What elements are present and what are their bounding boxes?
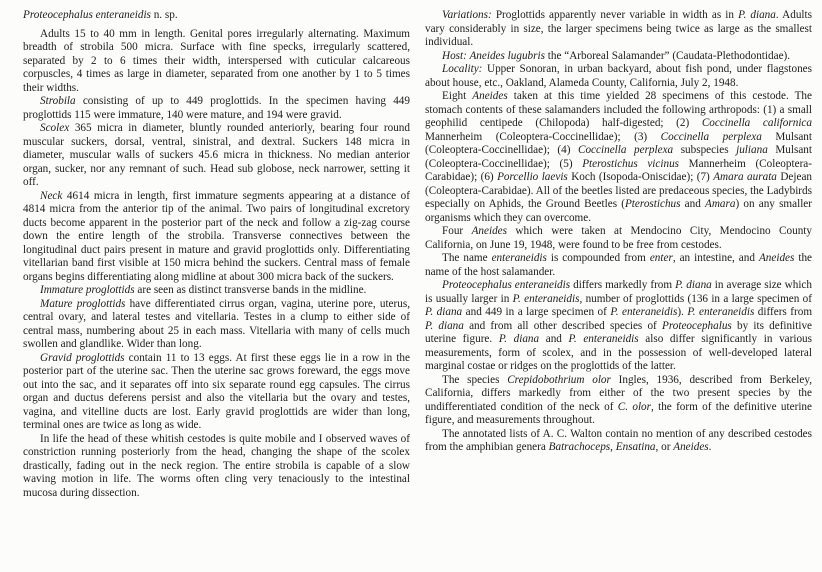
text: Mannerheim (Coleoptera-Coccinellidae); (3) <box>425 130 661 143</box>
italic-text: P. diana <box>738 9 776 21</box>
italic-text: Proteocephalus <box>661 319 732 332</box>
italic-text: P. enteraneidis <box>610 306 678 318</box>
text: the name of the host salamander. <box>425 252 813 278</box>
text: Mulsant (Coleoptera-Coccinellidae); (5) <box>425 144 813 170</box>
paragraph <box>23 284 410 298</box>
left-column <box>23 9 410 572</box>
paragraph <box>425 90 812 225</box>
italic-text: Variations: <box>442 9 492 21</box>
paragraph <box>23 190 410 285</box>
text: In life the head of these whitish cestodes is quite mobile and I observed waves of constriction running posteriorly from the head, changing the shape of the scolex drastically, fading out in the neck region. The entire strobila is capable of a slow waving motion in life. The worms often cling very tenaciously to the intestinal mucosa during dissection. <box>23 432 410 499</box>
text: , or <box>655 441 674 453</box>
italic-text: Aneides <box>758 252 795 264</box>
text: differs markedly from <box>570 279 676 291</box>
text: 365 micra in diameter, bluntly rounded anteriorly, bearing four round muscular suckers, dorsal, ventral, sinistral, and dextral. Suckers 148 micra in diameter, muscular walls of suckers 45.6 micra in thickness. No median anterior organ, sucker, nor any remnant of such. Head sub globose, neck narrower, setting it off. <box>23 122 410 188</box>
text: Ingles, 1936, described from Berkeley, California, differs markedly from either of the two present species by the undifferentiated condition of the neck of <box>425 373 813 413</box>
text: n. sp. <box>150 9 178 21</box>
italic-text: Proteocephalus enteraneidis <box>442 279 571 291</box>
italic-text: C. olor <box>617 400 651 413</box>
text: Koch (Isopoda-Oniscidae); (7) <box>567 171 714 183</box>
text: and <box>539 333 569 345</box>
italic-text: Ensatina <box>615 441 656 453</box>
text: also differ significantly in various measurements, form of scolex, and in the possession of well-developed lateral marginal costae or ridges on the proglottids of the latter. <box>425 333 813 372</box>
text: . Adults vary considerably in size, the larger specimens being twice as large as the smallest individual. <box>425 9 812 48</box>
italic-text: juliana <box>736 144 768 156</box>
text: Upper Sonoran, in urban backyard, about fish pond, under flagstones about house, etc., Oakland, Alameda County, California, July 2, 1948. <box>425 63 812 89</box>
paragraph <box>425 225 812 252</box>
italic-text: P. diana <box>425 306 463 318</box>
text: consisting of up to 449 proglottids. In the specimen having 449 proglottids 115 were immature, 140 were mature, and 194 were gravid. <box>23 95 410 121</box>
paragraph <box>23 298 410 352</box>
text: contain 11 to 13 eggs. At first these eggs lie in a row in the posterior part of the uterine sac. Then the uterine sac grows foreward, the eggs move out into the sac, and it separates off into six separate round egg capsules. The cirrus organ and ductus deferens persist and also the vitellaria but the ovary and testes, vagina, and vitelline ducts are lost. Early gravid proglottids are wider than long, terminal ones are twice as long as wide. <box>23 351 410 431</box>
italic-text: Amara <box>705 198 736 210</box>
paragraph <box>425 279 812 374</box>
text: ) on any smaller organisms which they can overcome. <box>425 198 813 224</box>
paragraph <box>23 352 410 433</box>
italic-text: Coccinella perplexa <box>578 144 674 156</box>
text: Proglottids apparently never variable in width as in <box>491 9 739 21</box>
text: are seen as distinct transverse bands in the midline. <box>134 284 367 296</box>
text: differs from <box>754 306 813 318</box>
italic-text: enteraneidis <box>491 252 547 264</box>
text: Dejean (Coleoptera-Carabidae). All of the beetles listed are predaceous species, the Ladybirds especially on Aphids, the Ground Beetles ( <box>425 171 813 210</box>
text: , <box>610 441 616 453</box>
italic-text: Scolex <box>40 122 70 134</box>
text: 4614 micra in length, first immature segments appearing at a distance of 4814 micra from the anterior tip of the animal. Two pairs of longitudinal excretory ducts become apparent in the posterior part of the neck and follow a zig-zag course down the entire length of the strobila. Transverse connectives between the longitudinal duct pairs present in mature and gravid proglottids only. Differentiating vitellarian band first visible at 150 micra behind the suckers. Central mass of female organs begins differentiating along midline at about 300 micra back of the suckers. <box>23 189 410 283</box>
text: by its definitive uterine figure. <box>425 319 813 345</box>
text: which were taken at Mendocino City, Mendocino County California, on June 19, 1948, were found to be free from cestodes. <box>425 225 813 251</box>
text: and 449 in a large specimen of <box>462 306 611 318</box>
text: The annotated lists of A. C. Walton contain no mention of any described cestodes from the amphibian genera <box>425 427 812 453</box>
text: , an intestine, and <box>672 252 759 264</box>
text: Eight <box>442 90 473 102</box>
italic-text: Coccinella perplexa <box>660 130 762 143</box>
text: is compounded from <box>546 252 650 264</box>
italic-text: Amara aurata <box>713 171 777 183</box>
paragraph <box>23 95 410 122</box>
italic-text: P. diana <box>425 319 464 332</box>
italic-text: Locality: <box>442 63 483 75</box>
text: ). <box>677 306 688 318</box>
italic-text: Strobila <box>40 95 76 107</box>
italic-text: Gravid proglottids <box>40 351 125 364</box>
text: Four <box>442 225 472 237</box>
paragraph <box>23 122 410 190</box>
italic-text: P. enteraneidis <box>687 306 755 318</box>
text: Mannerheim (Coleoptera-Carabidae); (6) <box>425 157 812 183</box>
paragraph <box>425 428 812 455</box>
italic-text: Pterostichus vicinus <box>582 157 680 170</box>
paragraph <box>425 374 812 428</box>
paragraph <box>425 50 812 64</box>
text: Adults 15 to 40 mm in length. Genital pores irregularly alternating. Maximum breadth of strobila 500 micra. Surface with fine specks, irregularly scattered, separated by 2 to 6 times their width, interspersed with cuticular calcareous corpuscles, 4 times as large in diameter, separated from one another by 1 to 5 times their widths. <box>23 27 410 94</box>
paragraph <box>425 9 812 50</box>
paragraph <box>23 28 410 96</box>
italic-text: Immature proglottids <box>40 284 135 296</box>
right-column <box>425 9 812 572</box>
italic-text: P. diana <box>675 279 712 291</box>
italic-text: Porcellio laevis <box>497 171 568 183</box>
italic-text: Crepidobothrium olor <box>507 373 611 386</box>
paragraph <box>23 433 410 501</box>
text: subspecies <box>673 144 737 156</box>
italic-text: Aneides <box>471 225 507 237</box>
italic-text: Proteocephalus enteraneidis <box>23 9 151 21</box>
italic-text: P. enteraneidis <box>512 292 580 305</box>
italic-text: P. enteraneidis <box>568 333 639 345</box>
italic-text: Coccinella californica <box>701 117 812 129</box>
text: , number of proglottids (136 in a large specimen of <box>579 292 812 305</box>
text: the “Arboreal Salamander” (Caudata-Plethodontidae). <box>544 49 791 62</box>
text: . <box>708 441 712 453</box>
italic-text: enter <box>649 252 673 264</box>
text: The species <box>442 373 508 386</box>
text: have differentiated cirrus organ, vagina, uterine pore, uterus, central ovary, and lateral testes and vitellaria. Testes in a clump to either side of central mass, numbering about 25 in each mass. Vitellaria with many of cells much swollen and glandlike. Wider than long. <box>23 297 410 350</box>
paragraph <box>425 63 812 90</box>
italic-text: Host: Aneides lugubris <box>442 49 545 62</box>
species-heading <box>23 9 410 23</box>
italic-text: Aneides <box>673 441 709 453</box>
italic-text: Batrachoceps <box>548 441 611 453</box>
text: Mulsant (Coleoptera-Coccinellidae); (4) <box>425 130 813 156</box>
text: taken at this time yielded 28 specimens of this cestode. The stomach contents of these salamanders included the following arthropods: (1) a small geophilid centipede (Chilopoda) half-digested; (2) <box>425 90 812 129</box>
italic-text: Aneides <box>472 90 508 102</box>
paragraph <box>425 252 812 279</box>
italic-text: Mature proglottids <box>40 297 126 310</box>
text: and from all other described species of <box>463 319 662 332</box>
text: , the form of the definitive uterine figure, and measurements throughout. <box>425 400 812 426</box>
italic-text: P. diana <box>498 333 540 345</box>
text: and <box>680 198 706 210</box>
italic-text: Pterostichus <box>624 198 681 210</box>
italic-text: Neck <box>40 189 63 202</box>
text: in average size which is usually larger in <box>425 279 812 305</box>
text: The name <box>442 252 492 264</box>
